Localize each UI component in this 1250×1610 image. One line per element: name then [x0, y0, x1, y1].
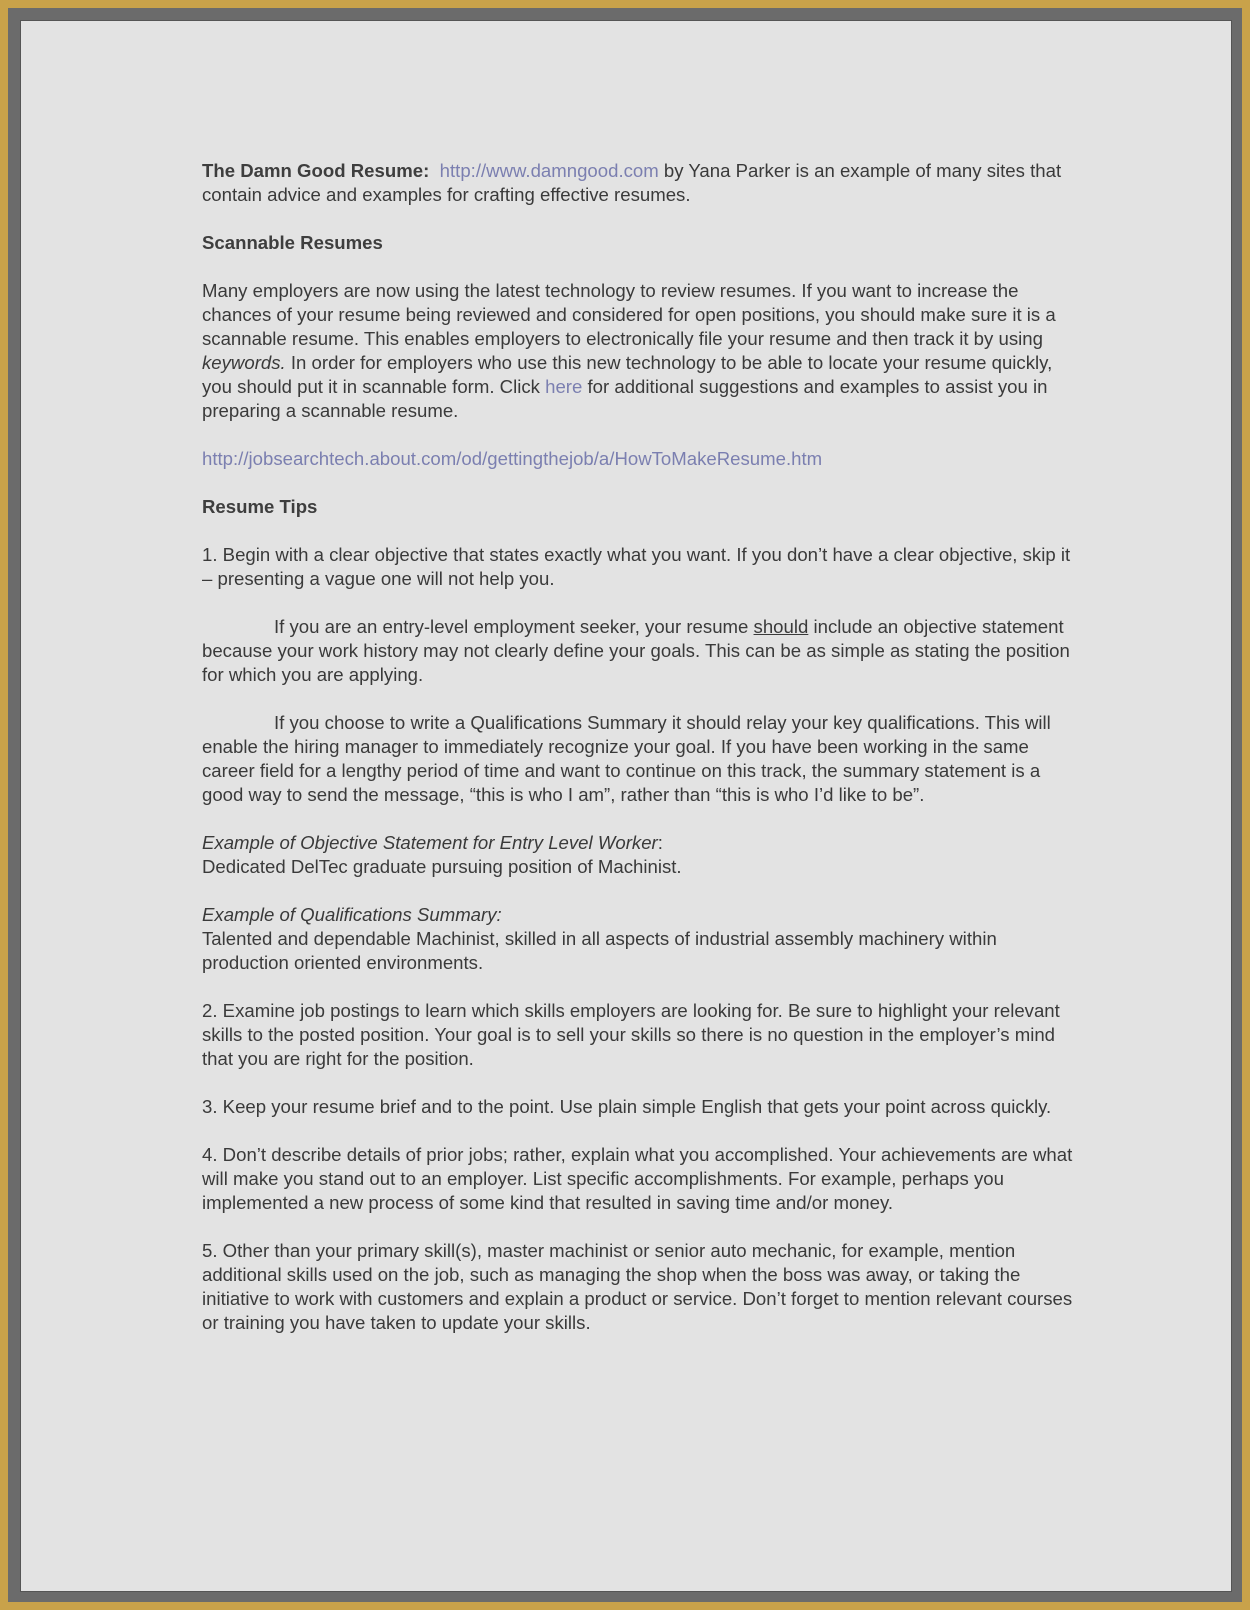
entry-level-paragraph — [202, 615, 1082, 687]
here-link[interactable]: here — [545, 376, 583, 397]
example-qualifications-label: Example of Qualifications Summary: — [202, 904, 502, 925]
jobsearchtech-link[interactable]: http://jobsearchtech.about.com/od/gettingthejob/a/HowToMakeResume.htm — [202, 448, 823, 469]
entry-level-text-a: If you are an entry-level employment seeker, your resume — [274, 616, 754, 637]
tip-1: 1. Begin with a clear objective that states exactly what you want. If you don’t have a clear objective, skip it – presenting a vague one will not help you. — [202, 544, 1071, 589]
example-objective — [202, 831, 1082, 879]
qualifications-paragraph — [202, 711, 1082, 807]
intro-paragraph — [202, 159, 1082, 207]
scannable-text-1: Many employers are now using the latest technology to review resumes. If you want to increase the chances of your resume being reviewed and considered for open positions, you should make sure it is a scannable resume. This enables employers to electronically file your resume and then track it by using — [202, 280, 1056, 349]
damngood-link[interactable]: http://www.damngood.com — [439, 160, 659, 181]
example-objective-colon: : — [657, 832, 663, 853]
tip-2: 2. Examine job postings to learn which skills employers are looking for. Be sure to highlight your relevant skills to the posted position. Your goal is to sell your skills so there is no question in the employer’s mind that you are right for the position. — [202, 1000, 1060, 1069]
example-qualifications-text: Talented and dependable Machinist, skilled in all aspects of industrial assembly machinery within production oriented environments. — [202, 928, 997, 973]
keywords-text: keywords. — [202, 352, 286, 373]
tip-5: 5. Other than your primary skill(s), master machinist or senior auto mechanic, for example, mention additional skills used on the job, such as managing the shop when the boss was away, or taking the initiative to work with customers and explain a product or service. Don’t forget to mention relevant courses or training you have taken to update your skills. — [202, 1240, 1073, 1333]
scannable-text-3: for additional suggestions and examples to assist you in preparing a scannable resume. — [202, 376, 1048, 421]
tip-4: 4. Don’t describe details of prior jobs; rather, explain what you accomplished. Your achievements are what will make you stand out to an employer. List specific accomplishments. For example, perhaps you implemented a new process of some kind that resulted in saving time and/or money. — [202, 1144, 1073, 1213]
intro-title: The Damn Good Resume: — [202, 160, 430, 181]
scannable-heading: Scannable Resumes — [202, 232, 383, 253]
document-body — [202, 159, 1082, 1359]
scannable-paragraph — [202, 279, 1082, 423]
resume-tips-heading: Resume Tips — [202, 496, 318, 517]
example-qualifications — [202, 903, 1082, 975]
document-page — [20, 20, 1232, 1592]
entry-level-text-b: include an objective statement because your work history may not clearly define your goals. This can be as simple as stating the position for which you are applying. — [202, 616, 1070, 685]
scannable-text-2: In order for employers who use this new technology to be able to locate your resume quickly, you should put it in scannable form. Click — [202, 352, 1053, 397]
tip-3: 3. Keep your resume brief and to the point. Use plain simple English that gets your point across quickly. — [202, 1096, 1052, 1117]
intro-text: by Yana Parker is an example of many sites that contain advice and examples for crafting effective resumes. — [202, 160, 1062, 205]
example-objective-text: Dedicated DelTec graduate pursuing position of Machinist. — [202, 856, 682, 877]
should-text: should — [753, 616, 809, 637]
example-objective-label: Example of Objective Statement for Entry Level Worker — [202, 832, 658, 853]
qualifications-text: If you choose to write a Qualifications Summary it should relay your key qualifications. This will enable the hiring manager to immediately recognize your goal. If you have been working in the same career field for a lengthy period of time and want to continue on this track, the summary statement is a good way to send the message, “this is who I am”, rather than “this is who I’d like to be”. — [202, 712, 1051, 805]
